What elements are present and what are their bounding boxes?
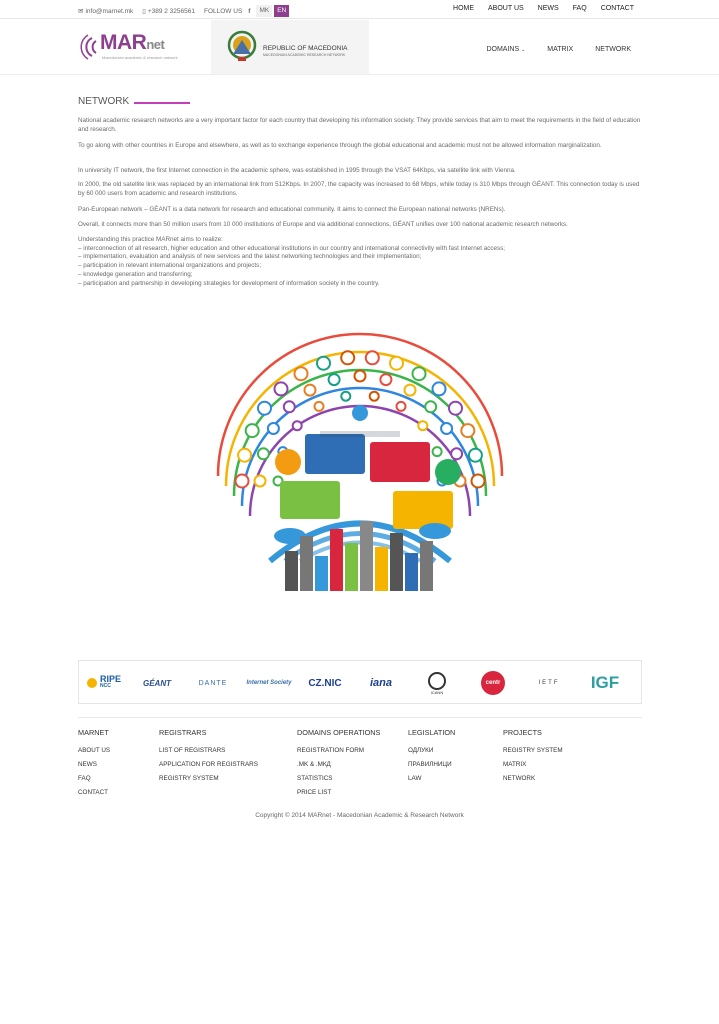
phone-number: +389 2 3256561	[147, 7, 195, 15]
footer-link[interactable]: REGISTRY SYSTEM	[503, 747, 563, 754]
footer-link[interactable]: NETWORK	[503, 775, 536, 782]
paragraph-1: National academic research networks are a very important factor for each country that developing his information society. They provide services that aim to meet the requirements in the field of education and research.	[78, 117, 641, 133]
footer-link[interactable]: .MK & .МКД	[297, 761, 331, 768]
paragraph-2: To go along with other countries in Europe and elsewhere, as well as to exchange experience through the global educational and academic must not be allowed information marginalization.	[78, 142, 602, 149]
ripe-ncc-logo[interactable]	[79, 661, 129, 705]
footer-divider	[78, 717, 642, 718]
aims-list	[78, 236, 642, 288]
coat-of-arms-icon	[227, 28, 257, 64]
top-nav-contact[interactable]: CONTACT	[600, 5, 634, 12]
header	[0, 20, 719, 75]
title-underline	[134, 102, 190, 104]
ietf-logo[interactable]: IETF	[538, 680, 560, 686]
geant-logo[interactable]: GÉANT	[143, 678, 171, 688]
network-illustration	[210, 316, 510, 616]
centr-logo[interactable]	[467, 661, 519, 705]
aims-intro: Understanding this practice MARnet aims to realize:	[78, 236, 223, 243]
chevron-down-icon: ⌄	[521, 47, 526, 53]
envelope-icon: ✉	[78, 8, 84, 15]
centr-text: centr	[481, 671, 505, 695]
lang-mk-button[interactable]: MK	[256, 5, 272, 17]
footer-heading: MARNET	[78, 728, 109, 737]
logo-net: net	[146, 37, 165, 52]
footer-link[interactable]: FAQ	[78, 775, 91, 782]
main-nav-domains-label: DOMAINS	[486, 46, 520, 53]
page-title: NETWORK	[78, 96, 130, 107]
facebook-icon[interactable]: f	[248, 7, 251, 15]
footer-link[interactable]: NEWS	[78, 761, 97, 768]
top-nav-about[interactable]: ABOUT US	[488, 5, 524, 12]
footer-heading: DOMAINS OPERATIONS	[297, 728, 381, 737]
footer-link[interactable]: REGISTRATION FORM	[297, 747, 365, 754]
email-link[interactable]: info@marnet.mk	[85, 7, 134, 15]
paragraph-4: In 2000, the old satellite link was replaced by an international link from 512Kbps. In 2007, the capacity was increased to 68 Mbps, while today is 310 Mbps through GÉANT. This connection today is used by 60 000 users from academic and research institutions.	[78, 181, 640, 197]
main-nav-domains[interactable]	[486, 46, 525, 53]
aims-item: – participation in relevant international organizations and projects;	[78, 262, 262, 270]
aims-item: – participation and partnership in developing strategies for development of information society in the country.	[78, 279, 380, 287]
paragraph-5: Pan-European network – GÉANT is a data network for research and educational community. It aims to connect the European national networks (NRENs).	[78, 206, 506, 213]
wave-arcs-icon	[78, 34, 102, 60]
logo-mar: MAR	[100, 31, 147, 54]
footer-col-domains	[297, 728, 380, 803]
top-nav	[439, 5, 634, 12]
aims-item: – knowledge generation and transferring;	[78, 270, 193, 278]
republic-title: REPUBLIC OF MACEDONIA	[263, 45, 348, 52]
internet-society-logo[interactable]: Internet Society	[246, 680, 292, 686]
footer-link[interactable]: ПРАВИЛНИЦИ	[408, 761, 452, 768]
footer-link[interactable]: STATISTICS	[297, 775, 333, 782]
footer-link[interactable]: REGISTRY SYSTEM	[159, 775, 219, 782]
igf-logo[interactable]: IGF	[590, 673, 620, 692]
republic-banner	[211, 20, 369, 74]
footer-link[interactable]: PRICE LIST	[297, 789, 332, 796]
ripe-dot-icon	[87, 678, 97, 688]
top-nav-news[interactable]: NEWS	[537, 5, 559, 12]
cznic-logo[interactable]: CZ.NIC	[308, 677, 342, 689]
ripe-text: RIPE	[99, 674, 121, 684]
lang-en-button[interactable]: EN	[274, 5, 289, 17]
footer-heading: PROJECTS	[503, 728, 542, 737]
main-nav-network[interactable]: NETWORK	[595, 46, 631, 53]
footer-link[interactable]: CONTACT	[78, 789, 108, 796]
copyright: Copyright © 2014 MARnet - Macedonian Academic & Research Network	[255, 812, 464, 819]
footer-link[interactable]: ОДЛУКИ	[408, 747, 434, 754]
footer-heading: LEGISLATION	[408, 728, 456, 737]
footer-col-projects	[503, 728, 563, 789]
iana-logo[interactable]: iana	[369, 677, 392, 689]
follow-us-label: FOLLOW US	[204, 7, 243, 15]
footer-link[interactable]: LIST OF REGISTRARS	[159, 747, 226, 754]
top-nav-home[interactable]: HOME	[453, 5, 475, 12]
top-bar	[0, 0, 719, 19]
contact-info	[78, 5, 291, 17]
footer-link[interactable]: ABOUT US	[78, 747, 111, 754]
dante-logo[interactable]: DANTE	[198, 679, 228, 687]
main-nav	[464, 46, 631, 53]
logo-subtitle: Macedonian academic & research network	[102, 55, 178, 60]
aims-item: – implementation, evaluation and analysis of new services and the latest networking technologies and their implementation;	[78, 253, 422, 261]
aims-item: – interconnection of all research, higher education and other educational institutions in our country and international connectivity with fast Internet access;	[78, 244, 506, 252]
ripe-sub-text: NCC	[99, 683, 111, 689]
footer-heading: REGISTRARS	[159, 728, 207, 737]
marnet-logo[interactable]	[78, 31, 208, 60]
footer-col-legislation	[408, 728, 455, 789]
main-nav-matrix[interactable]: MATRIX	[547, 46, 574, 53]
footer-link[interactable]: MATRIX	[503, 761, 527, 768]
footer-col-marnet	[78, 728, 110, 803]
partners-strip	[78, 660, 642, 704]
footer-col-registrars	[159, 728, 258, 789]
icann-logo[interactable]	[411, 661, 463, 705]
paragraph-6: Overall, it connects more than 50 million users from 10 000 institutions of Europe and via additional connections, GÉANT unifies over 100 national academic research networks.	[78, 221, 568, 228]
phone-icon: ▯	[142, 8, 146, 15]
top-nav-faq[interactable]: FAQ	[572, 5, 587, 12]
icann-text: ICANN	[430, 689, 444, 695]
footer-link[interactable]: LAW	[408, 775, 422, 782]
icann-globe-icon	[428, 672, 446, 690]
paragraph-3: In university IT network, the first Internet connection in the academic sphere, was established in 1995 through the VSAT 64Kbps, via satellite link with Vienna.	[78, 167, 516, 174]
footer-link[interactable]: APPLICATION FOR REGISTRARS	[159, 761, 258, 768]
republic-subtitle: MACEDONIAN ACADEMIC RESEARCH NETWORK	[263, 53, 346, 57]
